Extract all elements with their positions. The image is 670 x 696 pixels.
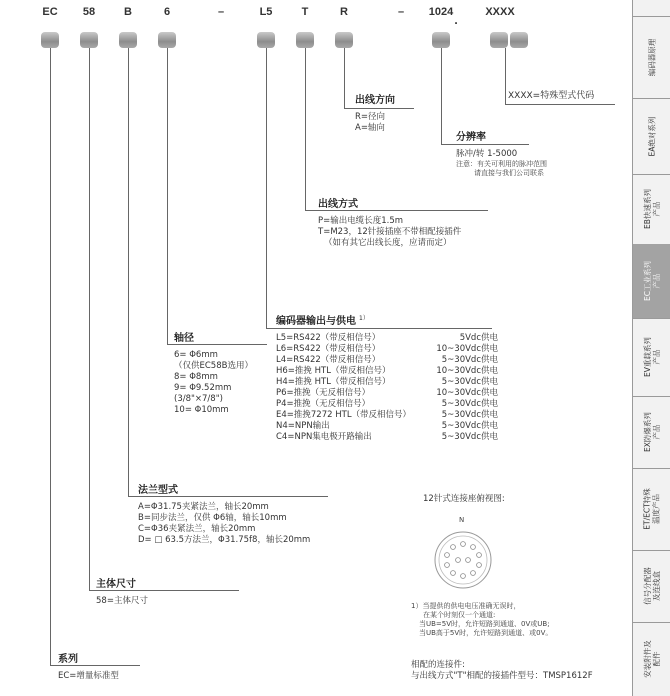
sidebar-tab-eb[interactable]: [633, 174, 670, 245]
code-ec: EC: [42, 6, 58, 18]
line-resolution-v: [441, 48, 442, 145]
line-series-v: [50, 48, 51, 666]
category-sidebar: [632, 0, 670, 696]
code-box-6: [158, 32, 176, 48]
shaft-9: 9= Φ9.52mm: [174, 383, 232, 393]
connector-mark: N: [459, 516, 465, 524]
sidebar-tab-ea[interactable]: [633, 98, 670, 175]
flange-title: 法兰型式: [138, 485, 178, 496]
sidebar-tab-label: 信号分配器 及连线盒: [643, 567, 661, 605]
sidebar-tab-label: EC工业系列 产品: [643, 261, 662, 301]
mating-model: 与出线方式"T"相配的接插件型号：TMSP1612F: [411, 671, 593, 681]
sidebar-tab-label: 编码器原理: [647, 38, 657, 76]
series-title: 系列: [58, 654, 78, 665]
output-supply: 5~30Vdc供电: [441, 399, 498, 409]
mating-connector: [411, 660, 593, 682]
output-type: H4=推挽 HTL（带反相信号）: [276, 377, 391, 387]
line-shaft-v: [167, 48, 168, 345]
sidebar-tab-distributor[interactable]: [633, 550, 670, 623]
line-output-v: [266, 48, 267, 329]
code-box-r: [335, 32, 353, 48]
output-row: [276, 432, 498, 443]
sidebar-top-strip: [633, 0, 670, 17]
footnote-line-3: 当UB=5V时，允许短路到通道、0V或UB;: [419, 620, 550, 628]
flange-section: [138, 481, 310, 546]
sidebar-tab-ev[interactable]: [633, 318, 670, 397]
sidebar-tab-label: EX防爆系列 产品: [643, 412, 662, 452]
output-row: [276, 366, 498, 377]
output-supply: 5~30Vdc供电: [441, 377, 498, 387]
shaft-8: 8= Φ8mm: [174, 372, 218, 382]
resolution-note-1: 注意：有关可利用的脉冲范围: [456, 160, 547, 168]
connector-pin-diagram: [425, 522, 505, 596]
code-b: B: [124, 6, 132, 18]
outlet-section: [318, 195, 461, 249]
shaft-10: 10= Φ10mm: [174, 405, 229, 415]
mating-title: 相配的连接件:: [411, 660, 465, 670]
output-type: L6=RS422（带反相信号）: [276, 344, 381, 354]
output-row: [276, 410, 498, 421]
output-type: L4=RS422（带反相信号）: [276, 355, 381, 365]
line-outlet-v: [305, 48, 306, 211]
sidebar-tab-label: 安装附件及 配件: [643, 640, 661, 678]
code-xxxx: XXXX: [485, 6, 515, 18]
direction-section: [355, 91, 395, 134]
body-title: 主体尺寸: [96, 579, 136, 590]
line-special-h: [505, 104, 615, 105]
output-row: [276, 399, 498, 410]
direction-title: 出线方向: [355, 95, 395, 106]
code-r: R: [340, 6, 348, 18]
outlet-title: 出线方式: [318, 199, 358, 210]
sidebar-tab-encoder-principle[interactable]: [633, 16, 670, 99]
sidebar-tab-ex[interactable]: [633, 396, 670, 469]
series-section: [58, 650, 119, 682]
outlet-note: （如有其它出线长度，应请而定）: [324, 238, 452, 248]
sidebar-tab-label: EB快速系列 产品: [643, 189, 662, 229]
shaft-9-inch: (3/8"×7/8"): [174, 394, 223, 404]
connector-caption: 12针式连接座俯视图:: [423, 494, 505, 504]
outlet-plug: T=M23，12针接插座不带相配接插件: [318, 227, 462, 237]
flange-a: A=Φ31.75夹紧法兰，轴长20mm: [138, 502, 269, 512]
output-supply: 5~30Vdc供电: [441, 410, 498, 420]
output-type: E4=推挽7272 HTL（带反相信号）: [276, 410, 412, 420]
code-1024: 1024: [428, 6, 454, 18]
line-special-v: [505, 48, 506, 105]
output-supply: 5Vdc供电: [459, 333, 498, 343]
output-supply: 10~30Vdc供电: [436, 344, 498, 354]
footnote-line-4: 当UB高于5V时，允许短路到通道、或0V。: [419, 629, 553, 637]
resolution-title: 分辨率: [456, 132, 486, 143]
sidebar-tab-accessories[interactable]: [633, 622, 670, 696]
code-box-58: [80, 32, 98, 48]
output-supply: 10~30Vdc供电: [436, 388, 498, 398]
series-line: EC=增量标准型: [58, 671, 119, 681]
footnote-line-1: 1）当提供的供电电压准确无误时，: [411, 602, 521, 610]
code-l5: L5: [259, 6, 273, 18]
body-line: 58=主体尺寸: [96, 596, 148, 606]
output-type: P4=推挽（无反相信号）: [276, 399, 371, 409]
output-supply: 5~30Vdc供电: [441, 421, 498, 431]
shaft-title: 轴径: [174, 333, 194, 344]
output-type: P6=推挽（无反相信号）: [276, 388, 371, 398]
body-section: [96, 575, 148, 607]
code-58: 58: [82, 6, 96, 18]
code-6: 6: [163, 6, 171, 18]
code-box-ec: [41, 32, 59, 48]
output-supply: 10~30Vdc供电: [436, 366, 498, 376]
flange-b: B=同步法兰，仅供 Φ6轴，轴长10mm: [138, 513, 287, 523]
code-box-b: [119, 32, 137, 48]
output-section: [276, 312, 498, 443]
sidebar-tab-et[interactable]: [633, 468, 670, 551]
flange-d: D= □ 63.5方法兰，Φ31.75f8，轴长20mm: [138, 535, 311, 545]
output-title-text: 编码器输出与供电: [276, 316, 356, 327]
resolution-section: [456, 128, 547, 178]
direction-radial: R=径向: [355, 112, 386, 122]
flange-c: C=Φ36夹紧法兰，轴长20mm: [138, 524, 256, 534]
output-row: [276, 344, 498, 355]
sidebar-tab-label: EV重载系列 产品: [643, 337, 661, 377]
footnote-line-2: 在某个时刻仅一个通道:: [423, 611, 496, 619]
output-list: [276, 333, 498, 443]
sidebar-tab-ec-active[interactable]: [633, 244, 670, 319]
output-supply: 5~30Vdc供电: [441, 432, 498, 442]
shaft-6: 6= Φ6mm: [174, 350, 218, 360]
special-code-text: XXXX=特殊型式代码: [508, 91, 595, 101]
code-box-t: [296, 32, 314, 48]
output-row: [276, 377, 498, 388]
line-flange-v: [128, 48, 129, 497]
code-box-1024: [432, 32, 450, 48]
output-type: N4=NPN输出: [276, 421, 330, 431]
code-box-xxxx-2: [510, 32, 528, 48]
shaft-section: [174, 329, 253, 416]
code-box-l5: [257, 32, 275, 48]
output-supply: 5~30Vdc供电: [441, 355, 498, 365]
resolution-note-2: 请直接与我们公司联系: [474, 169, 544, 177]
line-direction-v: [344, 48, 345, 109]
code-dash-2: –: [397, 6, 405, 18]
sidebar-tab-label: EA绝对系列: [647, 116, 657, 156]
line-body-v: [89, 48, 90, 591]
code-t: T: [301, 6, 309, 18]
output-row: [276, 388, 498, 399]
footnote: [411, 602, 552, 638]
code-box-xxxx-1: [490, 32, 508, 48]
resolution-range: 脉冲/转 1-5000: [456, 149, 518, 159]
output-title: [276, 312, 498, 327]
output-type: C4=NPN集电极开路输出: [276, 432, 372, 442]
sidebar-tab-label: ET/ECT特殊 温度产品: [643, 488, 661, 530]
output-row: [276, 421, 498, 432]
code-dot: .: [454, 13, 458, 27]
outlet-cable: P=输出电缆长度1.5m: [318, 216, 404, 226]
code-dash-1: –: [217, 6, 225, 18]
output-footnote-mark: 1）: [359, 314, 369, 322]
output-type: H6=推挽 HTL（带反相信号）: [276, 366, 391, 376]
output-row: [276, 333, 498, 344]
direction-axial: A=轴向: [355, 123, 385, 133]
output-row: [276, 355, 498, 366]
shaft-6-note: （仅供EC58B选用）: [174, 361, 253, 371]
output-type: L5=RS422（带反相信号）: [276, 333, 381, 343]
